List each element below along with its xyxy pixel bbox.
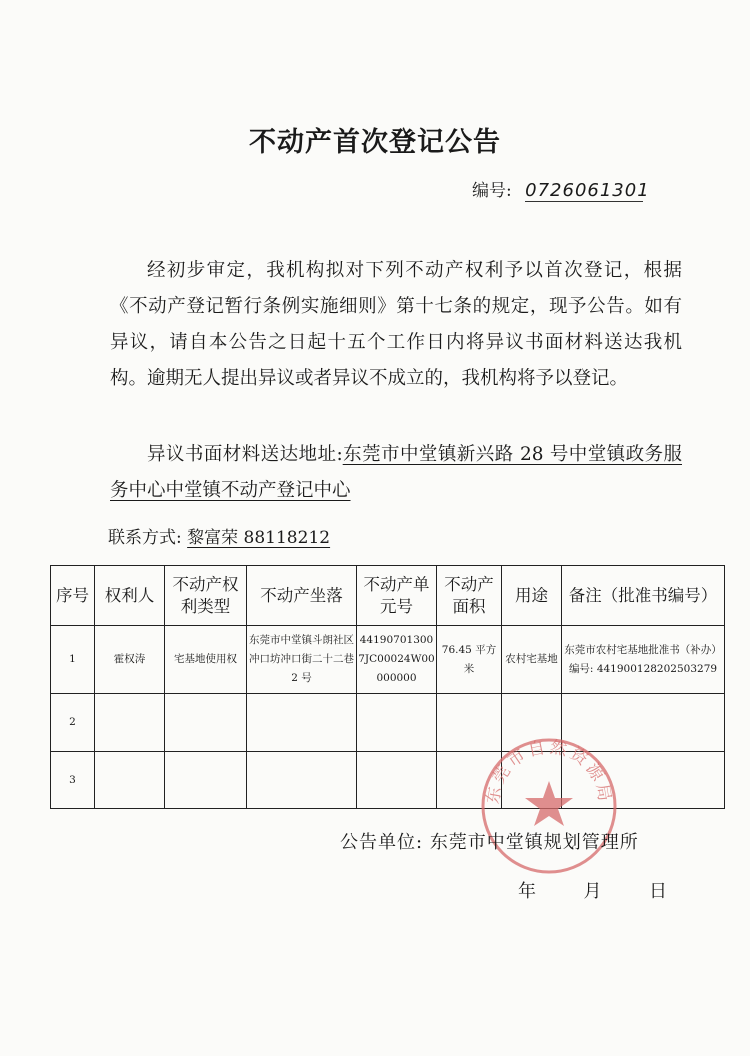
contact-value: 黎富荣 88118212 bbox=[187, 528, 331, 548]
header-seq: 序号 bbox=[51, 566, 95, 626]
cell-seq: 2 bbox=[51, 694, 95, 752]
cell-usage: 农村宅基地 bbox=[502, 626, 562, 694]
date-line bbox=[518, 877, 667, 903]
cell-owner bbox=[95, 694, 165, 752]
date-month: 月 bbox=[583, 881, 602, 902]
issuer-label: 公告单位: bbox=[340, 832, 424, 853]
header-owner: 权利人 bbox=[95, 566, 165, 626]
cell-unit-no bbox=[357, 752, 437, 809]
cell-area: 76.45 平方米 bbox=[437, 626, 502, 694]
cell-location bbox=[247, 694, 357, 752]
contact-line bbox=[108, 523, 330, 548]
contact-label: 联系方式: bbox=[108, 528, 182, 548]
cell-right-type bbox=[165, 752, 247, 809]
registration-table bbox=[50, 565, 725, 809]
cell-usage bbox=[502, 752, 562, 809]
cell-note bbox=[562, 694, 725, 752]
header-note: 备注（批准书编号） bbox=[562, 566, 725, 626]
seal-text: 东莞市自然资源局 bbox=[483, 737, 615, 806]
document-number bbox=[472, 176, 650, 202]
cell-note bbox=[562, 752, 725, 809]
announcement-paragraph: 经初步审定，我机构拟对下列不动产权利予以首次登记，根据《不动产登记暂行条例实施细则》第十七条的规定，现予公告。如有异议，请自本公告之日起十五个工作日内将异议书面材料送达我机构。逾期无人提出异议或者异议不成立的，我机构将予以登记。 bbox=[110, 260, 682, 389]
cell-unit-no bbox=[357, 694, 437, 752]
cell-note: 东莞市农村宅基地批准书（补办）编号: 441900128202503279 bbox=[562, 626, 725, 694]
date-year: 年 bbox=[518, 881, 536, 902]
cell-location bbox=[247, 752, 357, 809]
table-row bbox=[51, 694, 725, 752]
cell-area bbox=[437, 752, 502, 809]
cell-usage bbox=[502, 694, 562, 752]
objection-address-paragraph bbox=[110, 437, 682, 509]
document-number-value: 0726061301 bbox=[525, 180, 650, 201]
cell-location: 东莞市中堂镇斗朗社区冲口坊冲口街二十二巷 2 号 bbox=[247, 626, 357, 694]
cell-owner bbox=[95, 752, 165, 809]
cell-seq: 3 bbox=[51, 752, 95, 809]
header-location: 不动产坐落 bbox=[247, 566, 357, 626]
header-usage: 用途 bbox=[502, 566, 562, 626]
header-right-type: 不动产权利类型 bbox=[165, 566, 247, 626]
date-day: 日 bbox=[648, 881, 667, 902]
table-header-row bbox=[51, 566, 725, 626]
objection-address-label: 异议书面材料送达地址: bbox=[147, 444, 343, 465]
cell-right-type bbox=[165, 694, 247, 752]
cell-right-type: 宅基地使用权 bbox=[165, 626, 247, 694]
objection-address-value: 东莞市中堂镇新兴路 28 号中堂镇政务服务中心中堂镇不动产登记中心 bbox=[110, 444, 682, 501]
cell-owner: 霍权涛 bbox=[95, 626, 165, 694]
document-number-label: 编号: bbox=[472, 181, 512, 201]
issuer-value: 东莞市中堂镇规划管理所 bbox=[429, 832, 639, 853]
header-unit-no: 不动产单元号 bbox=[357, 566, 437, 626]
table-row bbox=[51, 752, 725, 809]
page-title: 不动产首次登记公告 bbox=[249, 127, 501, 158]
cell-unit-no: 441907013007JC00024W00000000 bbox=[357, 626, 437, 694]
cell-seq: 1 bbox=[51, 626, 95, 694]
header-area: 不动产面积 bbox=[437, 566, 502, 626]
cell-area bbox=[437, 694, 502, 752]
table-row bbox=[51, 626, 725, 694]
issuer-line bbox=[340, 828, 639, 854]
